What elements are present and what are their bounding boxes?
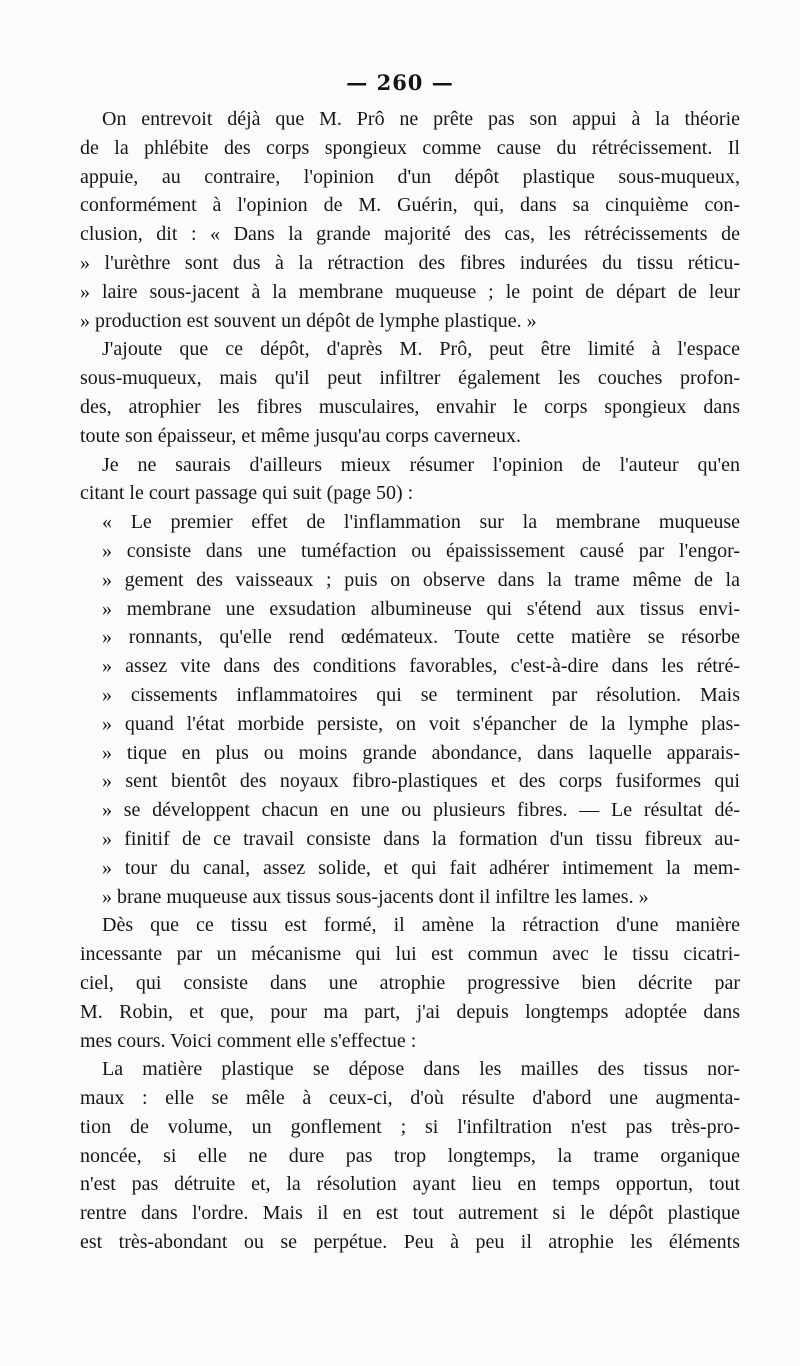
text-line: J'ajoute que ce dépôt, d'après M. Prô, peut être limité à l'espace <box>102 338 740 361</box>
text-line: sous-muqueux, mais qu'il peut infiltrer également les couches profon- <box>80 367 740 390</box>
text-line: » cissements inflammatoires qui se terminent par résolution. Mais <box>102 683 740 706</box>
text-line: mes cours. Voici comment elle s'effectue : <box>80 1029 417 1052</box>
text-line: M. Robin, et que, pour ma part, j'ai depuis longtemps adoptée dans <box>80 1000 740 1023</box>
text-line: La matière plastique se dépose dans les mailles des tissus nor- <box>102 1058 740 1081</box>
text-line: » se développent chacun en une ou plusieurs fibres. — Le résultat dé- <box>102 799 740 822</box>
text-line: Dès que ce tissu est formé, il amène la rétraction d'une manière <box>102 914 740 937</box>
text-line: n'est pas détruite et, la résolution ayant lieu en temps opportun, tout <box>80 1173 740 1196</box>
text-line: » finitif de ce travail consiste dans la formation d'un tissu fibreux au- <box>102 827 740 850</box>
text-line: des, atrophier les fibres musculaires, envahir le corps spongieux dans <box>80 395 740 418</box>
text-line: » consiste dans une tuméfaction ou épaississement causé par l'engor- <box>102 539 740 562</box>
text-line: » tour du canal, assez solide, et qui fait adhérer intimement la mem- <box>102 856 740 879</box>
text-line: est très-abondant ou se perpétue. Peu à peu il atrophie les éléments <box>80 1231 740 1254</box>
text-line: Je ne saurais d'ailleurs mieux résumer l'opinion de l'auteur qu'en <box>102 453 740 476</box>
text-line: ciel, qui consiste dans une atrophie progressive bien décrite par <box>80 971 740 994</box>
text-line: clusion, dit : « Dans la grande majorité des cas, les rétrécissements de <box>80 223 740 246</box>
text-line: de la phlébite des corps spongieux comme cause du rétrécissement. Il <box>80 136 740 159</box>
text-line: » assez vite dans des conditions favorables, c'est-à-dire dans les rétré- <box>102 655 740 678</box>
text-line: citant le court passage qui suit (page 50) : <box>80 482 414 505</box>
text-line: » gement des vaisseaux ; puis on observe dans la trame même de la <box>102 568 740 591</box>
text-line: « Le premier effet de l'inflammation sur la membrane muqueuse <box>102 511 740 534</box>
text-line: » quand l'état morbide persiste, on voit s'épancher de la lymphe plas- <box>102 712 740 735</box>
text-line: » membrane une exsudation albumineuse qui s'étend aux tissus envi- <box>102 597 740 620</box>
text-line: » l'urèthre sont dus à la rétraction des fibres indurées du tissu réticu- <box>80 251 740 274</box>
body-text <box>80 105 740 1257</box>
text-line: maux : elle se mêle à ceux-ci, d'où résulte d'abord une augmenta- <box>80 1087 740 1110</box>
text-line: incessante par un mécanisme qui lui est commun avec le tissu cicatri- <box>80 943 740 966</box>
text-line: » sent bientôt des noyaux fibro-plastiques et des corps fusiformes qui <box>102 770 740 793</box>
text-line: » brane muqueuse aux tissus sous-jacents dont il infiltre les lames. » <box>102 885 649 908</box>
text-line: » laire sous-jacent à la membrane muqueuse ; le point de départ de leur <box>80 280 740 303</box>
text-line: » ronnants, qu'elle rend œdémateux. Toute cette matière se résorbe <box>102 626 740 649</box>
text-line: » production est souvent un dépôt de lymphe plastique. » <box>80 309 537 332</box>
text-line: toute son épaisseur, et même jusqu'au corps caverneux. <box>80 424 521 447</box>
text-line: » tique en plus ou moins grande abondance, dans laquelle apparais- <box>102 741 740 764</box>
text-line: On entrevoit déjà que M. Prô ne prête pas son appui à la théorie <box>102 108 740 130</box>
text-line: rentre dans l'ordre. Mais il en est tout autrement si le dépôt plastique <box>80 1202 740 1225</box>
text-line: conformément à l'opinion de M. Guérin, qui, dans sa cinquième con- <box>80 194 740 217</box>
text-line: noncée, si elle ne dure pas trop longtemps, la trame organique <box>80 1144 740 1167</box>
text-line: tion de volume, un gonflement ; si l'infiltration n'est pas très-pro- <box>80 1115 740 1138</box>
page-number: — 260 — <box>346 70 454 95</box>
text-line: appuie, au contraire, l'opinion d'un dépôt plastique sous-muqueux, <box>80 165 740 188</box>
